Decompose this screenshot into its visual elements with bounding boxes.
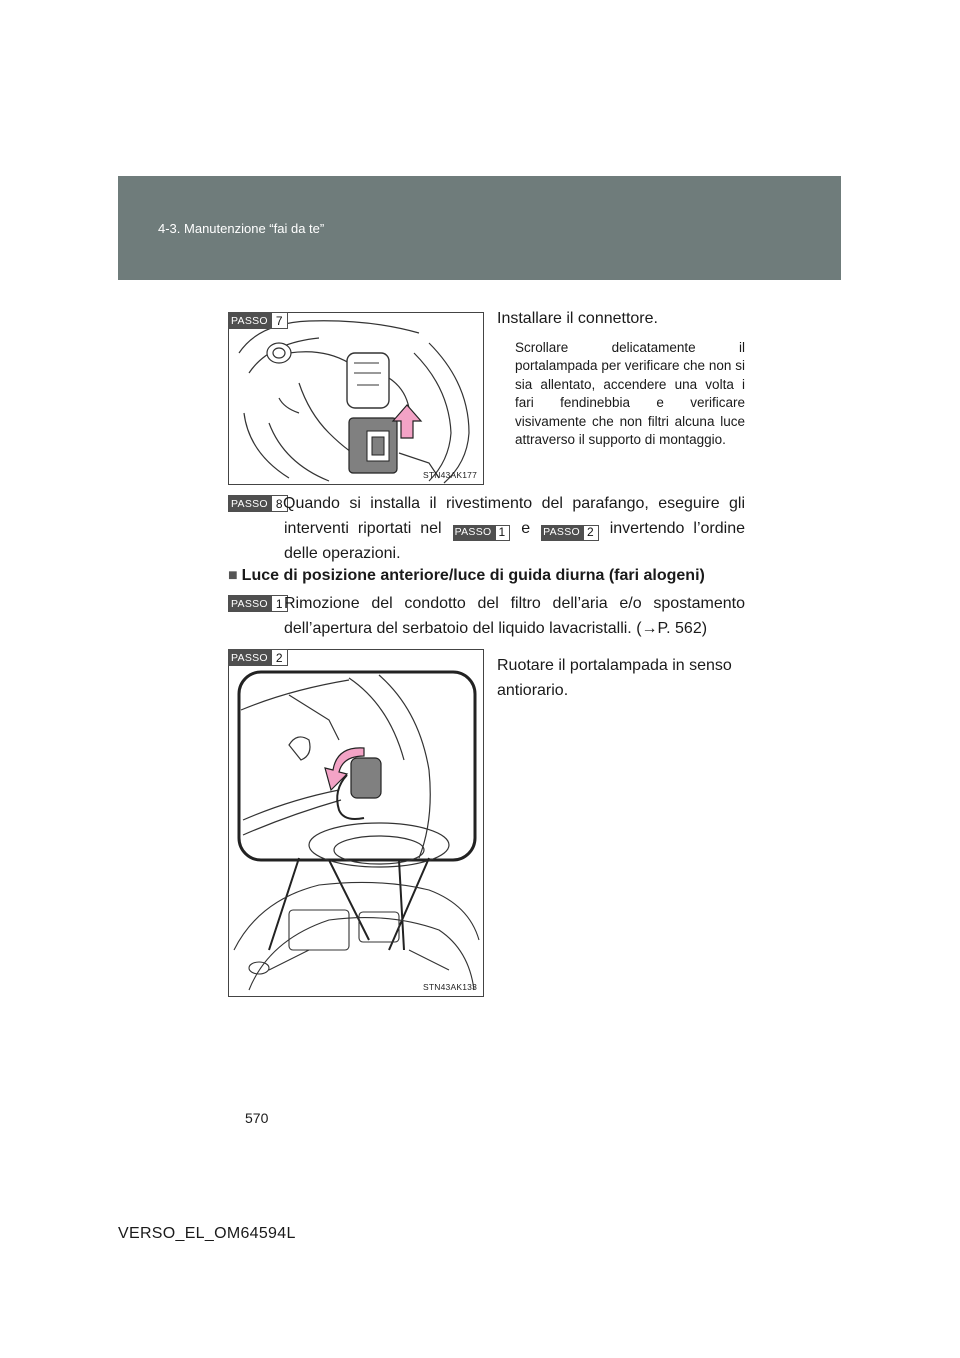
figure-code: STN43AK133 <box>423 982 477 992</box>
step-badge-number: 1 <box>271 595 288 612</box>
step7-title: Installare il connettore. <box>497 310 658 327</box>
header-band <box>118 176 841 280</box>
step-badge-number: 2 <box>271 649 288 666</box>
section-heading <box>228 567 705 585</box>
step-badge-7 <box>228 312 288 329</box>
step1-text: Rimozione del condotto del filtro dell’aria e/o spostamento dell’apertura del serbatoio del liquido lavacristalli. (→P. 562) <box>284 595 745 637</box>
step8-text-b: invertendo l’ordine delle operazioni. <box>284 520 745 562</box>
figure-connector <box>228 312 484 485</box>
connector-illustration <box>229 313 484 485</box>
document-id: VERSO_EL_OM64594L <box>118 1225 296 1242</box>
section-title: 4-3. Manutenzione “fai da te” <box>158 221 325 236</box>
step-badge-number: 7 <box>271 312 288 329</box>
step-badge-label: PASSO <box>228 649 271 666</box>
step2-text: Ruotare il portalampada in senso antiorario. <box>497 657 732 699</box>
step-ref-1: PASSO 1 <box>453 525 511 541</box>
figure-bulb-holder <box>228 649 484 997</box>
section-marker: ■ <box>228 567 238 584</box>
step-badge-label: PASSO <box>228 495 271 512</box>
step-badge-8 <box>228 495 288 512</box>
step7-note: Scrollare delicatamente il portalampada per verificare che non si sia allentato, accendere una volta i fari fendinebbia e verificare visivamente che non filtri alcuna luce attraverso il supporto di montaggio. <box>515 340 745 448</box>
bulb-holder-illustration <box>229 650 484 997</box>
step-badge-label: PASSO <box>228 312 271 329</box>
step8-and: e <box>521 520 531 537</box>
step-badge-2 <box>228 649 288 666</box>
step8-text <box>284 491 745 566</box>
step-badge-label: PASSO <box>228 595 271 612</box>
step8-text-a: Quando si installa il rivestimento del parafango, eseguire gli interventi riportati nel <box>283 495 745 537</box>
figure-code: STN43AK177 <box>423 470 477 480</box>
step-badge-number: 8 <box>271 495 288 512</box>
page-number: 570 <box>245 1110 269 1126</box>
section-heading-text: Luce di posizione anteriore/luce di guida diurna (fari alogeni) <box>241 567 705 584</box>
step-ref-2: PASSO 2 <box>541 525 599 541</box>
step-badge-1 <box>228 595 288 612</box>
